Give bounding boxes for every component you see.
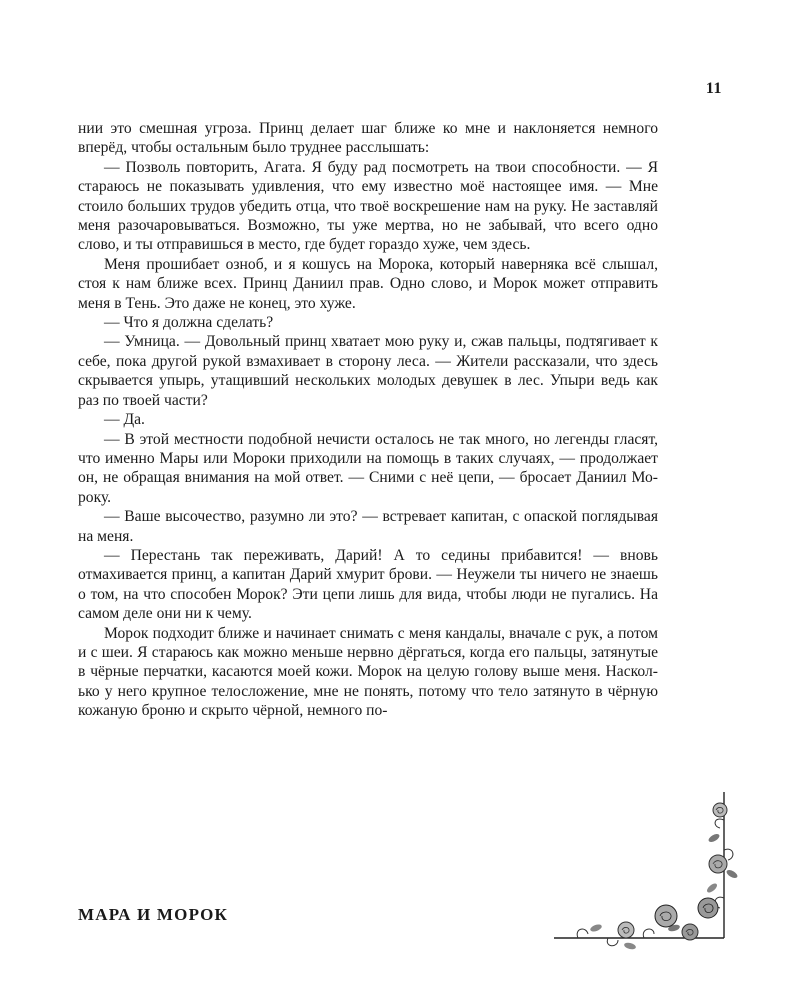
paragraph: — Ваше высочество, разумно ли это? — встревает капитан, с опаской поглядывая на меня.: [78, 508, 658, 545]
paragraph: — Да.: [104, 411, 145, 429]
paragraph: Меня прошибает озноб, и я кошусь на Морока, который наверняка всё слышал, стоя к нам ближе всех. Принц Даниил прав. Одно слово, и Морок может отправить меня в Тень. Это даже не конец, это хуже.: [78, 255, 658, 312]
rose-corner-ornament-icon: [548, 780, 738, 950]
page-number: 11: [705, 80, 722, 97]
paragraph: — Позволь повторить, Агата. Я буду рад посмотреть на твои способности. — Я стараюсь не показывать удивления, что ему известно моё настоящее имя. — Мне стоило больших трудов убедить отца, что твоё воскрешение нам на руку. Не заставляй меня разочаровываться. Возможно, ты уже мертва, но не забывай, что всего одно слово, и ты отправишься в место, где будет гораздо хуже, чем здесь.: [78, 158, 658, 254]
paragraph: — Что я должна сделать?: [104, 314, 274, 332]
paragraph: — Перестань так переживать, Дарий! А то седины прибавится! — вновь отмахивается принц, а капитан Дарий хмурит брови. — Неужели ты ничего не знаешь о том, на что способен Морок? Эти цепи лишь для вида, чтобы люди не пугались. На самом деле они ни к чему.: [78, 546, 658, 623]
paragraph: нии это смешная угроза. Принц делает шаг ближе ко мне и наклоняется немного вперёд, чтобы остальным было труднее расслышать:: [78, 120, 658, 157]
paragraph: Морок подходит ближе и начинает снимать с меня кандалы, вначале с рук, а потом и с шеи. Я стараюсь как можно меньше нервно дёргаться, когда его пальцы, затянутые в чёрные перчатки, касаются моей кожи. Морок на целую голову выше меня. Насколько у него крупное телосложение, мне не понять, потому что тело затянуто в чёрную кожаную броню и скрыто чёрной, немного по-: [78, 624, 658, 720]
paragraph: — Умница. — Довольный принц хватает мою руку и, сжав пальцы, подтягивает к себе, пока другой рукой взмахивает в сторону леса. — Жители рассказали, что здесь скрывается упырь, утащивший нескольких молодых девушек в лес. Упыри ведь как раз по твоей части?: [78, 333, 658, 409]
book-title-footer: МАРА И МОРОК: [78, 905, 229, 924]
paragraph: — В этой местности подобной нечисти осталось не так много, но легенды гласят, что именно Мары или Мороки приходили на помощь в таких случаях, — продолжает он, не обращая внимания на мой ответ. — Сними с неё цепи, — бросает Даниил Мороку.: [78, 430, 658, 506]
body-text: [78, 119, 658, 721]
